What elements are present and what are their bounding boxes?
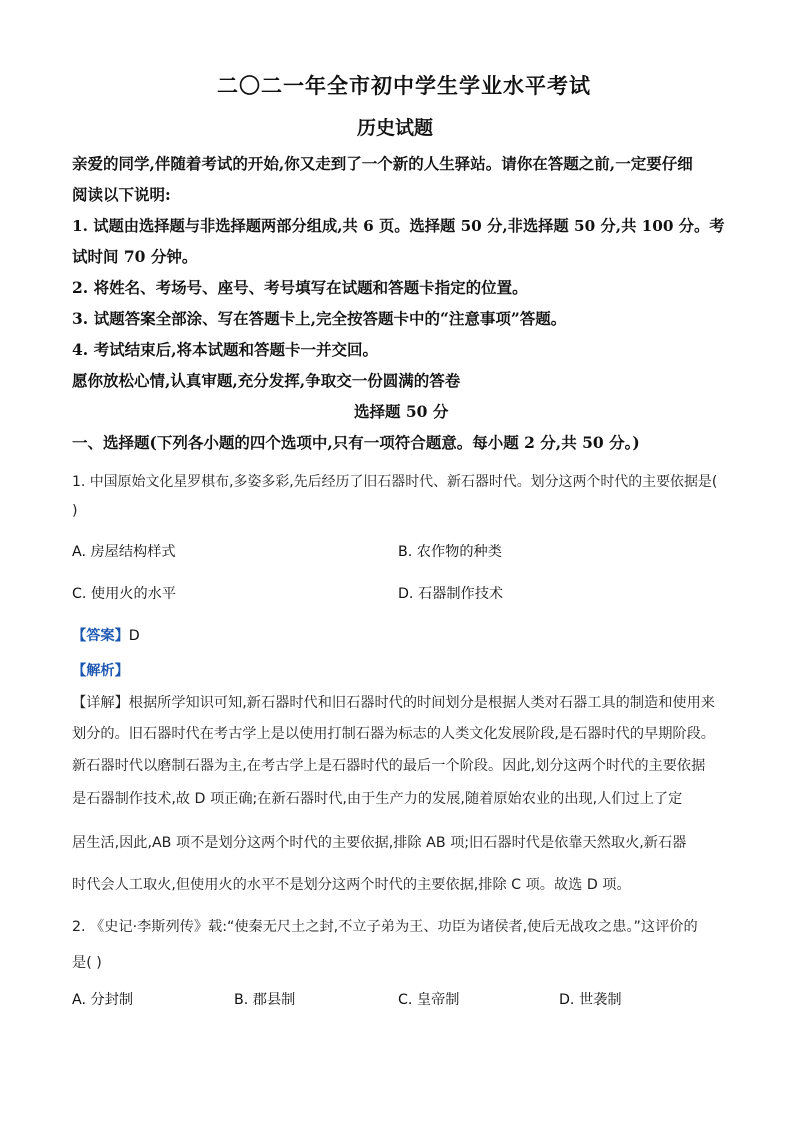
detail-line-6: 时代会人工取火,但使用火的水平不是划分这两个时代的主要依据,排除 C 项。故选 D 项。 xyxy=(72,877,631,893)
instruction-item-1-cont: 试时间 70 分钟。 xyxy=(72,247,198,266)
analysis-bracket-close: 】 xyxy=(114,663,129,679)
answer-bracket-open: 【 xyxy=(72,628,87,644)
question-1-stem-cont: ) xyxy=(72,503,78,519)
intro-line-1: 亲爱的同学,伴随着考试的开始,你又走到了一个新的人生驿站。请你在答题之前,一定要仔细 xyxy=(72,154,693,173)
answer-line xyxy=(72,625,140,645)
q2-option-c: C. 皇帝制 xyxy=(398,992,460,1008)
instruction-item-3: 3. 试题答案全部涂、写在答题卡上,完全按答题卡中的“注意事项”答题。 xyxy=(72,309,567,328)
analysis-line xyxy=(72,660,129,680)
question-2-stem-cont: 是( ) xyxy=(72,955,102,971)
q1-option-a: A. 房屋结构样式 xyxy=(72,544,176,560)
detail-text-1: 根据所学知识可知,新石器时代和旧石器时代的时间划分是根据人类对石器工具的制造和使用来 xyxy=(128,695,715,711)
intro-line-2: 阅读以下说明: xyxy=(72,185,171,204)
q2-option-a: A. 分封制 xyxy=(72,992,134,1008)
detail-bracket-close: 】 xyxy=(114,695,129,711)
detail-tag: 详解 xyxy=(86,695,115,711)
detail-line-5: 居生活,因此,AB 项不是划分这两个时代的主要依据,排除 AB 项;旧石器时代是依靠天然取火,新石器 xyxy=(72,835,687,851)
q1-option-d: D. 石器制作技术 xyxy=(398,586,504,602)
q1-option-c: C. 使用火的水平 xyxy=(72,586,177,602)
section-title: 选择题 50 分 xyxy=(354,402,449,421)
answer-value: D xyxy=(128,628,140,644)
detail-line-4: 是石器制作技术,故 D 项正确;在新石器时代,由于生产力的发展,随着原始农业的出现,人们过上了定 xyxy=(72,791,683,807)
question-1-stem: 1. 中国原始文化星罗棋布,多姿多彩,先后经历了旧石器时代、新石器时代。划分这两个时代的主要依据是( xyxy=(72,474,718,490)
q2-option-b: B. 郡县制 xyxy=(234,992,296,1008)
exam-subtitle: 历史试题 xyxy=(357,117,434,139)
analysis-bracket-open: 【 xyxy=(72,663,87,679)
detail-line-2: 划分的。旧石器时代在考古学上是以使用打制石器为标志的人类文化发展阶段,是石器时代的早期阶段。 xyxy=(72,726,715,742)
detail-line-1 xyxy=(72,692,715,712)
q2-option-d: D. 世袭制 xyxy=(559,992,622,1008)
answer-bracket-close: 】 xyxy=(114,628,129,644)
analysis-tag: 解析 xyxy=(86,663,115,679)
instruction-item-4: 4. 考试结束后,将本试题和答题卡一并交回。 xyxy=(72,340,378,359)
section-heading: 一、选择题(下列各小题的四个选项中,只有一项符合题意。每小题 2 分,共 50 分。) xyxy=(72,433,640,452)
q1-option-b: B. 农作物的种类 xyxy=(398,544,502,560)
instruction-item-2: 2. 将姓名、考场号、座号、考号填写在试题和答题卡指定的位置。 xyxy=(72,278,528,297)
detail-bracket-open: 【 xyxy=(72,695,87,711)
instruction-item-1: 1. 试题由选择题与非选择题两部分组成,共 6 页。选择题 50 分,非选择题 50 分,共 100 分。考 xyxy=(72,217,725,235)
answer-tag: 答案 xyxy=(86,628,115,644)
detail-line-3: 新石器时代以磨制石器为主,在考古学上是石器时代的最后一个阶段。因此,划分这两个时代的主要依据 xyxy=(72,758,706,774)
instruction-wish: 愿你放松心情,认真审题,充分发挥,争取交一份圆满的答卷 xyxy=(72,371,461,390)
question-2-stem: 2. 《史记·李斯列传》载:“使秦无尺土之封,不立子弟为王、功臣为诸侯者,使后无战攻之患。”这评价的 xyxy=(72,919,698,935)
exam-title: 二〇二一年全市初中学生学业水平考试 xyxy=(217,73,591,98)
